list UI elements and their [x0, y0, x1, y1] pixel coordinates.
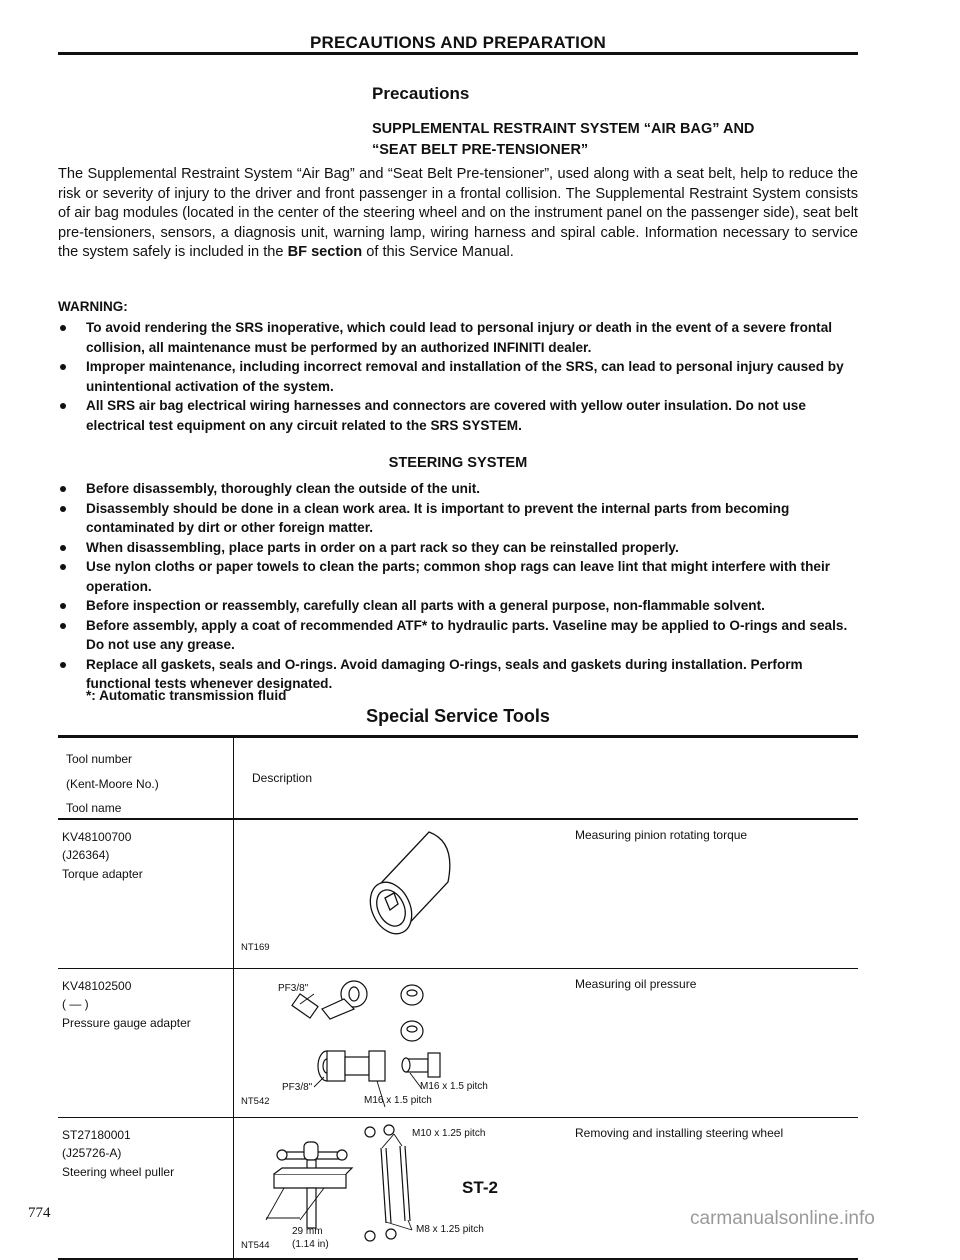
tool-description: Measuring pinion rotating torque	[575, 827, 748, 842]
figure-code: NT542	[241, 1095, 270, 1107]
torque-adapter-illustration	[234, 820, 574, 960]
watermark: carmanualsonline.info	[690, 1208, 875, 1229]
figure-label: PF3/8"	[278, 982, 309, 994]
header-rule	[58, 52, 858, 55]
table-row	[58, 819, 858, 969]
table-header-row	[58, 738, 858, 819]
steering-list	[58, 479, 858, 694]
warning-item: To avoid rendering the SRS inoperative, which could lead to personal injury or death in the event of a severe frontal collision, all maintenance must be performed by an authorized INFINITI dealer.	[58, 318, 858, 357]
bullet-icon	[60, 364, 66, 370]
header-tool-text: Tool number (Kent-Moore No.) Tool name	[66, 752, 159, 815]
srs-body-paragraph	[58, 165, 858, 263]
tool-number: ST27180001	[62, 1127, 131, 1142]
figure-label: (1.14 in)	[292, 1238, 329, 1250]
section-page-code: ST-2	[462, 1178, 498, 1197]
table-row	[58, 968, 858, 1117]
body-text-part2: of this Service Manual.	[362, 244, 514, 260]
tool-id-cell	[58, 819, 234, 969]
bullet-icon	[60, 545, 66, 551]
steering-item: Before assembly, apply a coat of recommended ATF* to hydraulic parts. Vaseline may be applied to O-rings and seals. Do not use any grease.	[58, 616, 858, 655]
tool-id-cell	[58, 968, 234, 1117]
steering-item: When disassembling, place parts in order on a part rack so they can be reinstalled properly.	[58, 538, 858, 558]
bullet-icon	[60, 662, 66, 668]
srs-subtitle-line1: SUPPLEMENTAL RESTRAINT SYSTEM “AIR BAG” AND	[372, 121, 755, 137]
bf-section-reference: BF section	[287, 244, 363, 260]
steering-item: Replace all gaskets, seals and O-rings. Avoid damaging O-rings, seals and gaskets during installation. Perform functional tests whenever designated.	[58, 655, 858, 694]
atf-footnote: *: Automatic transmission fluid	[86, 688, 287, 703]
kent-moore-number: (J25726-A)	[62, 1146, 122, 1160]
bullet-icon	[60, 506, 66, 512]
bullet-icon	[60, 603, 66, 609]
figure-label: M10 x 1.25 pitch	[412, 1127, 486, 1139]
figure-code: NT544	[241, 1239, 270, 1251]
tool-figure-cell	[234, 819, 859, 969]
section-title-precautions: Precautions	[372, 84, 470, 103]
srs-subtitle	[372, 119, 754, 161]
page-number: 774	[28, 1205, 51, 1221]
kent-moore-number: ( — )	[62, 997, 89, 1011]
tool-description: Removing and installing steering wheel	[575, 1125, 784, 1140]
figure-label: M16 x 1.5 pitch	[420, 1080, 488, 1092]
steering-item: Use nylon cloths or paper towels to clean the parts; common shop rags can leave lint that might interfere with their operation.	[58, 557, 858, 596]
warning-list	[58, 318, 858, 435]
body-text-part1: The Supplemental Restraint System “Air Bag” and “Seat Belt Pre-tensioner”, used along with a seat belt, help to reduce the risk or severity of injury to the driver and front passenger in a frontal collision. The Supplemental Restraint System consists of air bag modules (located in the center of the steering wheel and on the instrument panel on the passenger side), seat belt pre-tensioners, sensors, a diagnosis unit, warning lamp, wiring harness and spiral cable. Information necessary to service the system safely is included in the	[58, 166, 858, 260]
header-description-column: Description	[234, 738, 859, 819]
bullet-icon	[60, 623, 66, 629]
tool-number: KV48100700	[62, 829, 132, 844]
header-tool-column	[58, 738, 234, 819]
tool-name: Torque adapter	[62, 866, 143, 881]
tool-number: KV48102500	[62, 978, 132, 993]
figure-label: PF3/8"	[282, 1081, 313, 1093]
tool-description: Measuring oil pressure	[575, 976, 697, 991]
tool-name: Pressure gauge adapter	[62, 1015, 191, 1030]
warning-item: Improper maintenance, including incorrect removal and installation of the SRS, can lead to personal injury caused by unintentional activation of the system.	[58, 357, 858, 396]
bullet-icon	[60, 486, 66, 492]
tool-name: Steering wheel puller	[62, 1164, 175, 1179]
warning-label: WARNING:	[58, 299, 128, 314]
figure-code: NT169	[241, 941, 270, 953]
kent-moore-number: (J26364)	[62, 848, 110, 862]
bullet-icon	[60, 325, 66, 331]
steering-item: Before disassembly, thoroughly clean the outside of the unit.	[58, 479, 858, 499]
steering-system-title: STEERING SYSTEM	[388, 455, 528, 471]
figure-label: 29 mm	[292, 1225, 323, 1237]
figure-label: M16 x 1.5 pitch	[364, 1094, 432, 1106]
steering-item: Before inspection or reassembly, carefully clean all parts with a general purpose, non-flammable solvent.	[58, 596, 858, 616]
bullet-icon	[60, 403, 66, 409]
figure-label: M8 x 1.25 pitch	[416, 1223, 484, 1235]
bullet-icon	[60, 564, 66, 570]
warning-item: All SRS air bag electrical wiring harnesses and connectors are covered with yellow outer insulation. Do not use electrical test equipment on any circuit related to the SRS SYSTEM.	[58, 396, 858, 435]
tool-figure-cell	[234, 968, 859, 1117]
special-service-tools-title: Special Service Tools	[366, 706, 550, 726]
page-header-title: PRECAUTIONS AND PREPARATION	[310, 33, 606, 52]
steering-item: Disassembly should be done in a clean work area. It is important to prevent the internal parts from becoming contaminated by dirt or other foreign matter.	[58, 499, 858, 538]
srs-subtitle-line2: “SEAT BELT PRE-TENSIONER”	[372, 142, 589, 158]
